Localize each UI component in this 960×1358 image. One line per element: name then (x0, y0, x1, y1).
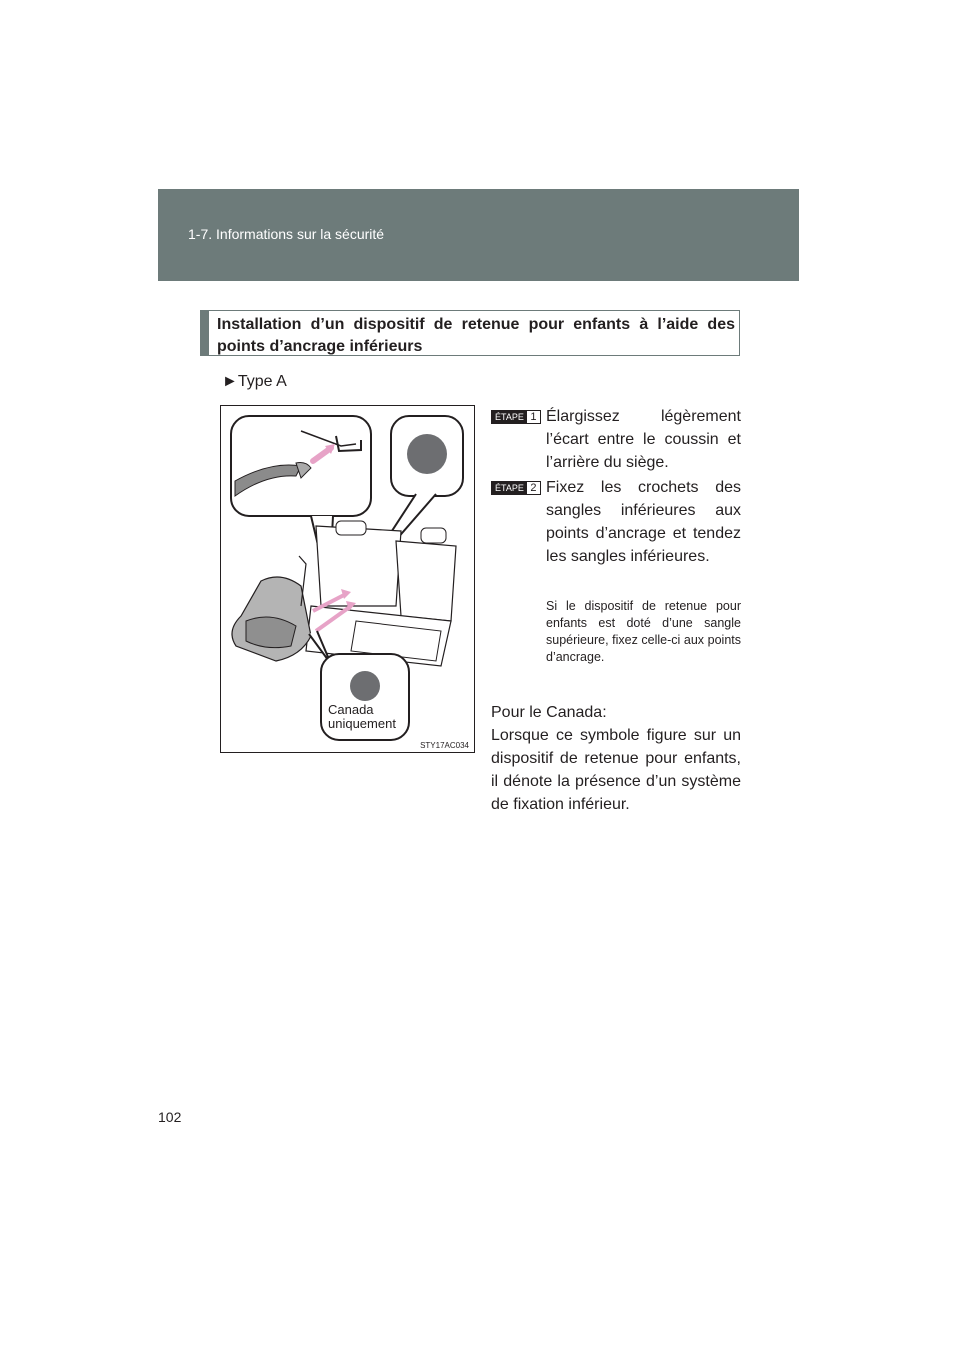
step-1-text: Élargissez légèrement l’écart entre le coussin et l’arrière du siège. (546, 408, 741, 471)
canada-paragraph-heading: Pour le Canada: (491, 704, 607, 721)
page-number: 102 (158, 1109, 182, 1125)
step-2-badge-word: ÉTAPE (492, 482, 527, 494)
step-2 (491, 476, 741, 568)
step-2-badge (491, 481, 541, 495)
chapter-title: 1-7. Informations sur la sécurité (188, 226, 385, 242)
step-2-text: Fixez les crochets des sangles inférieures aux points d’ancrage et tendez les sangles inférieures. (546, 479, 741, 565)
section-heading-box (200, 310, 740, 356)
step-2-badge-number: 2 (530, 482, 537, 494)
section-accent-bar (201, 311, 209, 355)
canada-paragraph-body: Lorsque ce symbole figure sur un dispositif de retenue pour enfants, il dénote la présence d’un système de fixation inférieur. (491, 727, 741, 813)
step-1 (491, 405, 741, 474)
type-label: ►Type A (222, 373, 287, 390)
chapter-header-band (158, 189, 799, 281)
canada-only-label: Canada uniquement (328, 702, 396, 731)
seat-illustration (220, 405, 475, 753)
canada-paragraph (491, 701, 741, 816)
seat-illustration-drawing (221, 406, 474, 752)
step-2-note: Si le dispositif de retenue pour enfants est doté d’une sangle supérieure, fixez celle-ci aux points d’ancrage. (546, 599, 741, 664)
step-1-badge-word: ÉTAPE (492, 411, 527, 423)
section-title: Installation d’un dispositif de retenue pour enfants à l’aide des points d’ancrage inférieurs (217, 316, 735, 355)
figure-code: STY17AC034 (420, 741, 469, 750)
step-1-badge-number: 1 (530, 411, 537, 423)
step-1-badge (491, 410, 541, 424)
